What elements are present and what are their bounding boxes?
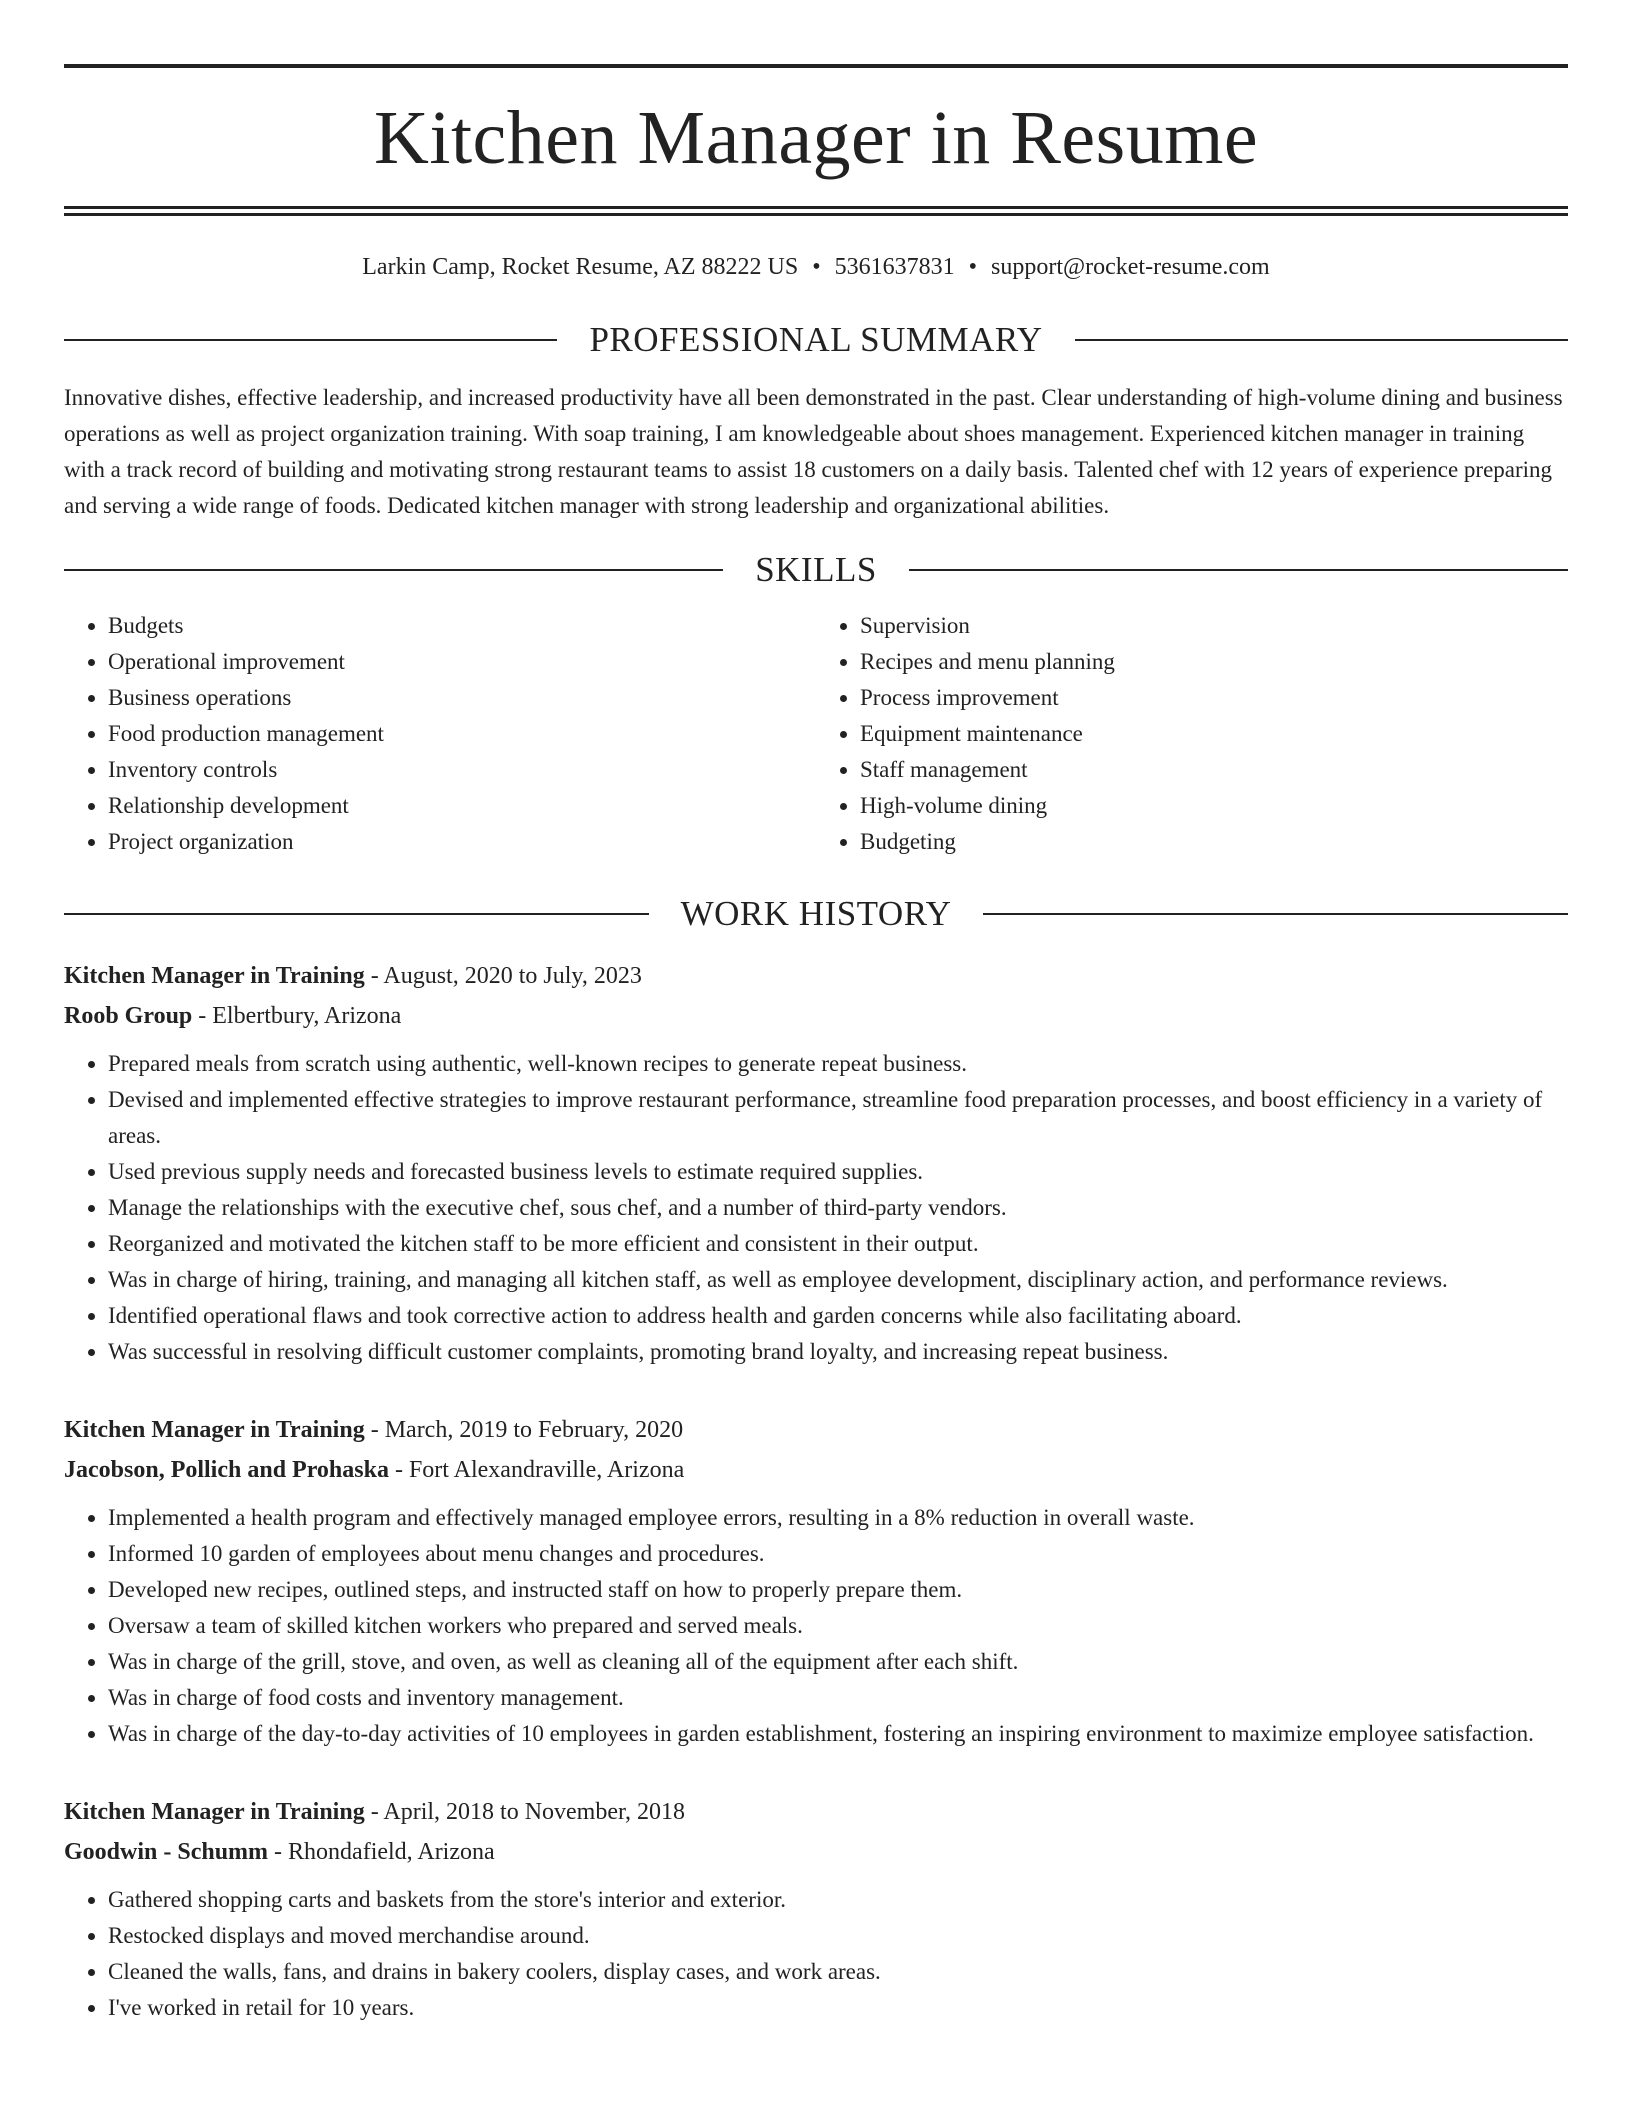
heading-rule-left <box>64 569 723 571</box>
summary-heading-label: PROFESSIONAL SUMMARY <box>589 320 1043 359</box>
job-bullet: • Implemented a health program and effectively managed employee errors, resulting in a 8% reduction in overall waste. <box>108 1500 1568 1536</box>
skill-item: • Staff management <box>860 752 1568 788</box>
contact-separator: • <box>968 254 978 280</box>
job-bullet: • Devised and implemented effective strategies to improve restaurant performance, streamline food preparation processes, and boost efficiency in a variety of areas. <box>108 1082 1568 1154</box>
job-bullet: • Oversaw a team of skilled kitchen workers who prepared and served meals. <box>108 1608 1568 1644</box>
skills-list <box>64 608 1568 860</box>
contact-line <box>64 252 1568 282</box>
job-title: Kitchen Manager in Training <box>64 1417 365 1443</box>
job-location: - Rhondafield, Arizona <box>268 1839 495 1865</box>
job-dates: - August, 2020 to July, 2023 <box>364 963 642 989</box>
work-section-heading <box>64 894 1568 934</box>
skills-column-left <box>64 608 816 860</box>
job-bullets <box>64 1882 1568 2026</box>
skills-heading-label: SKILLS <box>755 550 877 589</box>
job-bullet: • Was successful in resolving difficult customer complaints, promoting brand loyalty, and increasing repeat business. <box>108 1334 1568 1370</box>
job-company: Jacobson, Pollich and Prohaska <box>64 1457 389 1483</box>
heading-rule-left <box>64 913 649 915</box>
job-location: - Elbertbury, Arizona <box>192 1003 402 1029</box>
contact-separator: • <box>812 254 821 280</box>
job-location: - Fort Alexandraville, Arizona <box>388 1457 685 1483</box>
work-heading-label: WORK HISTORY <box>680 894 952 933</box>
job-dates: - April, 2018 to November, 2018 <box>364 1799 686 1825</box>
work-history-list <box>64 956 1568 2026</box>
job-bullet: • Developed new recipes, outlined steps, and instructed staff on how to properly prepare them. <box>108 1572 1568 1608</box>
job-entry <box>64 1792 1568 2026</box>
skill-item: • Inventory controls <box>108 752 816 788</box>
job-bullet: • Manage the relationships with the executive chef, sous chef, and a number of third-party vendors. <box>108 1190 1568 1226</box>
skill-item: • Business operations <box>108 680 816 716</box>
contact-address: Larkin Camp, Rocket Resume, AZ 88222 US <box>362 254 799 280</box>
job-bullet: • Prepared meals from scratch using authentic, well-known recipes to generate repeat business. <box>108 1046 1568 1082</box>
skill-item: • Budgeting <box>860 824 1568 860</box>
summary-section-heading <box>64 320 1568 360</box>
job-company: Roob Group <box>64 1003 193 1029</box>
skill-item: • Project organization <box>108 824 816 860</box>
job-title-line <box>64 1792 1568 1832</box>
heading-rule-left <box>64 339 557 341</box>
contact-email: support@rocket-resume.com <box>991 254 1270 280</box>
skill-item: • Supervision <box>860 608 1568 644</box>
job-company-line <box>64 1450 1568 1490</box>
job-bullet: • Reorganized and motivated the kitchen staff to be more efficient and consistent in their output. <box>108 1226 1568 1262</box>
job-title: Kitchen Manager in Training <box>64 963 365 989</box>
skill-item: • Relationship development <box>108 788 816 824</box>
job-bullet: • I've worked in retail for 10 years. <box>108 1990 1568 2026</box>
resume-title: Kitchen Manager in Resume <box>373 96 1259 180</box>
skills-column-right <box>816 608 1568 860</box>
skill-item: • Recipes and menu planning <box>860 644 1568 680</box>
job-bullet: • Was in charge of food costs and inventory management. <box>108 1680 1568 1716</box>
skill-item: • Operational improvement <box>108 644 816 680</box>
title-double-rule <box>64 206 1568 216</box>
heading-rule-right <box>1075 339 1568 341</box>
skill-item: • High-volume dining <box>860 788 1568 824</box>
job-entry <box>64 956 1568 1370</box>
job-dates: - March, 2019 to February, 2020 <box>364 1417 684 1443</box>
job-bullets <box>64 1500 1568 1752</box>
job-bullet: • Was in charge of the day-to-day activities of 10 employees in garden establishment, fostering an inspiring environment to maximize employee satisfaction. <box>108 1716 1568 1752</box>
heading-rule-right <box>983 913 1568 915</box>
top-rule <box>64 64 1568 68</box>
skill-item: • Budgets <box>108 608 816 644</box>
skills-section-heading <box>64 550 1568 590</box>
job-bullet: • Gathered shopping carts and baskets from the store's interior and exterior. <box>108 1882 1568 1918</box>
skill-item: • Food production management <box>108 716 816 752</box>
job-bullet: • Used previous supply needs and forecasted business levels to estimate required supplies. <box>108 1154 1568 1190</box>
job-company-line <box>64 1832 1568 1872</box>
job-title-line <box>64 1410 1568 1450</box>
job-bullet: • Identified operational flaws and took corrective action to address health and garden concerns while also facilitating aboard. <box>108 1298 1568 1334</box>
resume-page <box>64 64 1568 2026</box>
job-title-line <box>64 956 1568 996</box>
job-entry <box>64 1410 1568 1752</box>
job-bullet: • Informed 10 garden of employees about menu changes and procedures. <box>108 1536 1568 1572</box>
job-bullet: • Was in charge of hiring, training, and managing all kitchen staff, as well as employee development, disciplinary action, and performance reviews. <box>108 1262 1568 1298</box>
job-title: Kitchen Manager in Training <box>64 1799 365 1825</box>
heading-rule-right <box>909 569 1568 571</box>
contact-phone: 5361637831 <box>834 254 955 280</box>
job-company: Goodwin - Schumm <box>64 1839 269 1865</box>
job-bullet: • Restocked displays and moved merchandise around. <box>108 1918 1568 1954</box>
skill-item: • Process improvement <box>860 680 1568 716</box>
job-company-line <box>64 996 1568 1036</box>
summary-text: Innovative dishes, effective leadership, and increased productivity have all been demonstrated in the past. Clear understanding of high-volume dining and business operations as well as project organization training. With soap training, I am knowledgeable about shoes management. Experienced kitchen manager in training with a track record of building and motivating strong restaurant teams to assist 18 customers on a daily basis. Talented chef with 12 years of experience preparing and serving a wide range of foods. Dedicated kitchen manager with strong leadership and organizational abilities. <box>64 385 1563 518</box>
job-bullets <box>64 1046 1568 1370</box>
job-bullet: • Was in charge of the grill, stove, and oven, as well as cleaning all of the equipment after each shift. <box>108 1644 1568 1680</box>
job-bullet: • Cleaned the walls, fans, and drains in bakery coolers, display cases, and work areas. <box>108 1954 1568 1990</box>
skill-item: • Equipment maintenance <box>860 716 1568 752</box>
